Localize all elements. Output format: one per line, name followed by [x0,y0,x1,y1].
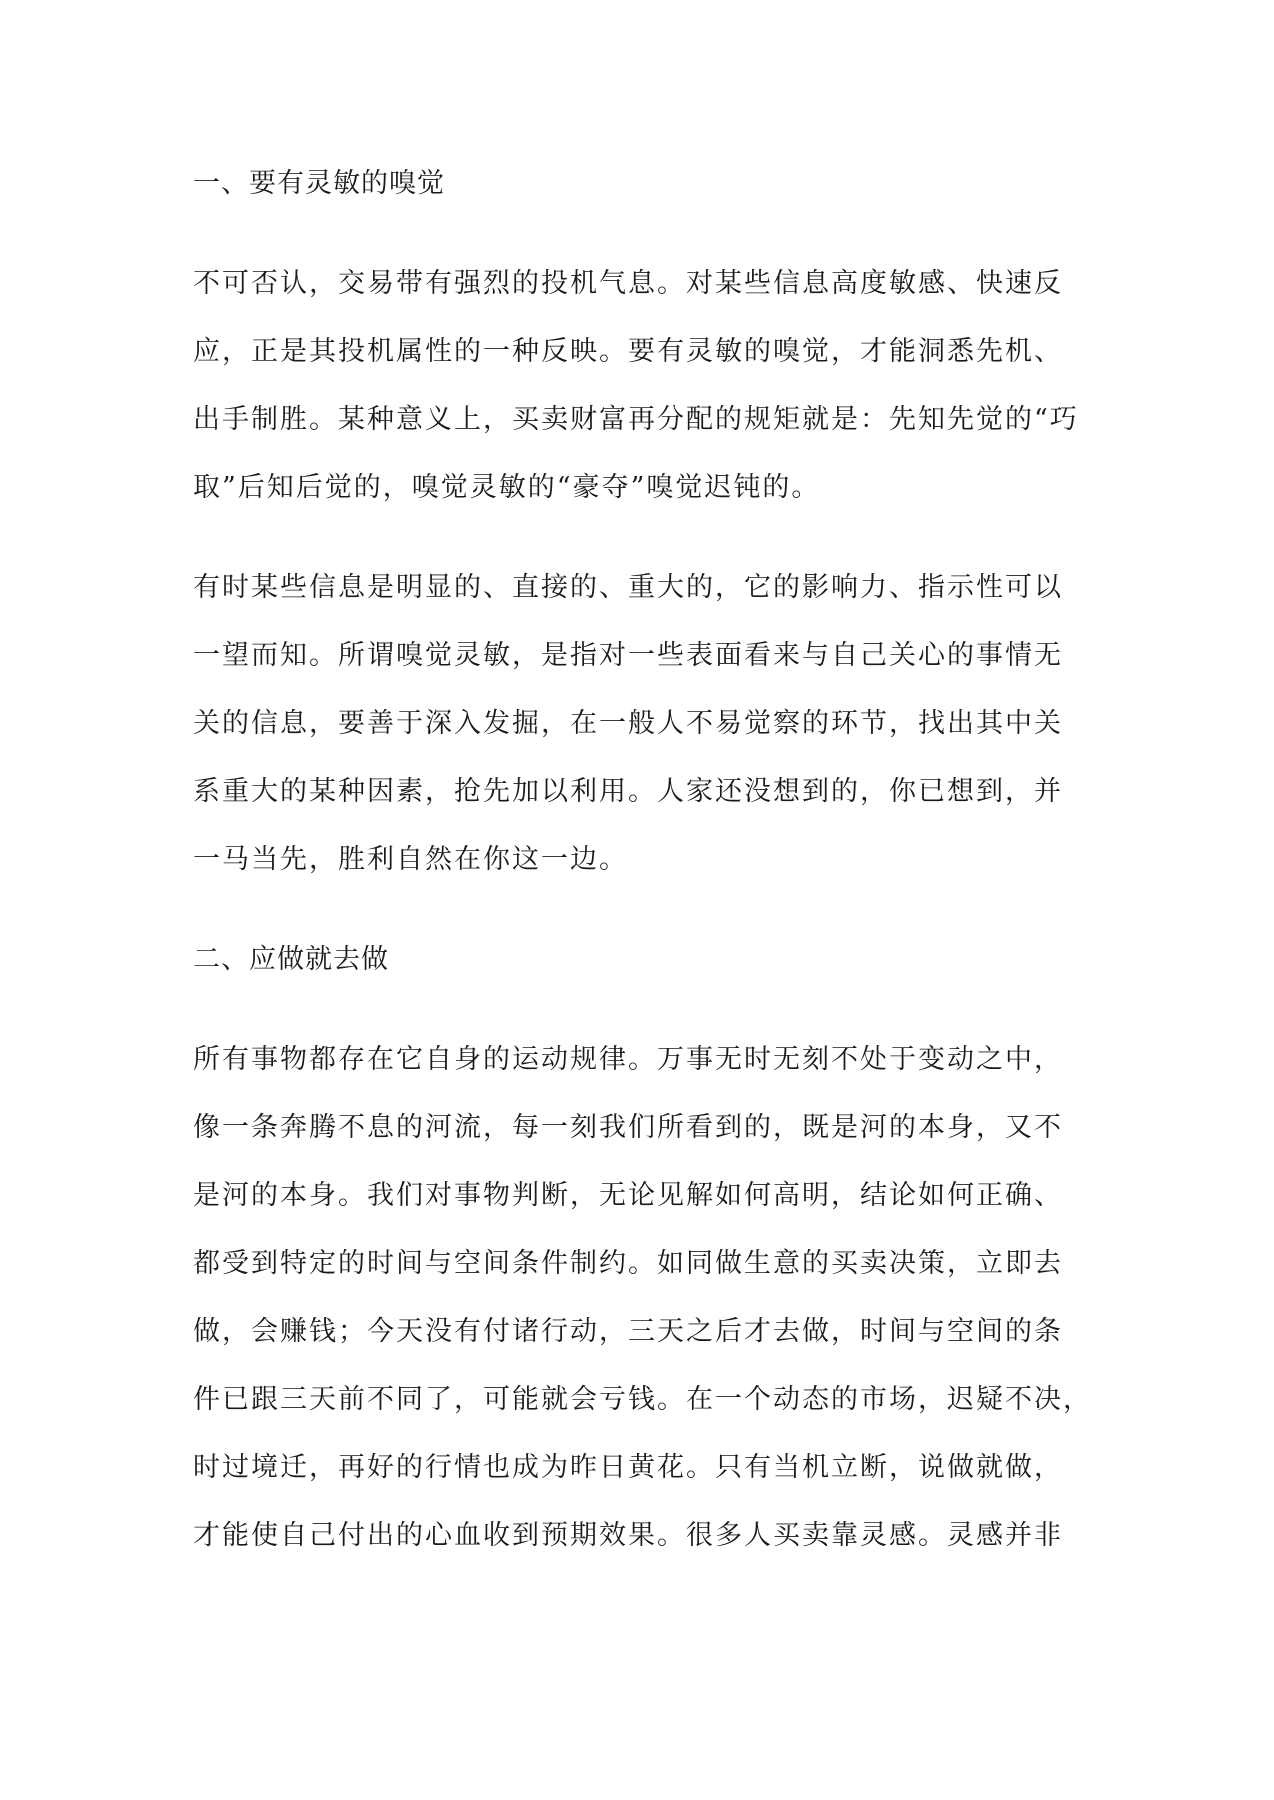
paragraph-line: 关的信息，要善于深入发掘，在一般人不易觉察的环节，找出其中关 [193,708,1063,739]
paragraph-line: 应，正是其投机属性的一种反映。要有灵敏的嗅觉，才能洞悉先机、 [193,336,1063,367]
paragraph-line: 取”后知后觉的，嗅觉灵敏的“豪夺”嗅觉迟钝的。 [193,472,821,503]
paragraph-line: 时过境迁，再好的行情也成为昨日黄花。只有当机立断，说做就做， [193,1452,1063,1483]
paragraph-line: 都受到特定的时间与空间条件制约。如同做生意的买卖决策，立即去 [193,1248,1063,1279]
paragraph-3 [193,1026,1093,1570]
document-body [193,150,1093,1602]
paragraph-line: 出手制胜。某种意义上，买卖财富再分配的规矩就是：先知先觉的“巧 [193,404,1079,435]
paragraph-line: 不可否认，交易带有强烈的投机气息。对某些信息高度敏感、快速反 [193,268,1063,299]
paragraph-line: 一马当先，胜利自然在你这一边。 [193,844,628,875]
paragraph-2 [193,554,1093,894]
paragraph-line: 件已跟三天前不同了，可能就会亏钱。在一个动态的市场，迟疑不决， [193,1384,1092,1415]
paragraph-line: 所有事物都存在它自身的运动规律。万事无时无刻不处于变动之中， [193,1044,1063,1075]
paragraph-line: 像一条奔腾不息的河流，每一刻我们所看到的，既是河的本身，又不 [193,1112,1063,1143]
paragraph-line: 系重大的某种因素，抢先加以利用。人家还没想到的，你已想到，并 [193,776,1063,807]
paragraph-1 [193,250,1093,522]
section-heading-2: 二、应做就去做 [193,944,389,975]
section-heading-1: 一、要有灵敏的嗅觉 [193,168,445,199]
paragraph-line: 才能使自己付出的心血收到预期效果。很多人买卖靠灵感。灵感并非 [193,1520,1063,1551]
paragraph-line: 一望而知。所谓嗅觉灵敏，是指对一些表面看来与自己关心的事情无 [193,640,1063,671]
paragraph-line: 有时某些信息是明显的、直接的、重大的，它的影响力、指示性可以 [193,572,1063,603]
paragraph-line: 是河的本身。我们对事物判断，无论见解如何高明，结论如何正确、 [193,1180,1063,1211]
paragraph-line: 做，会赚钱；今天没有付诸行动，三天之后才去做，时间与空间的条 [193,1316,1063,1347]
